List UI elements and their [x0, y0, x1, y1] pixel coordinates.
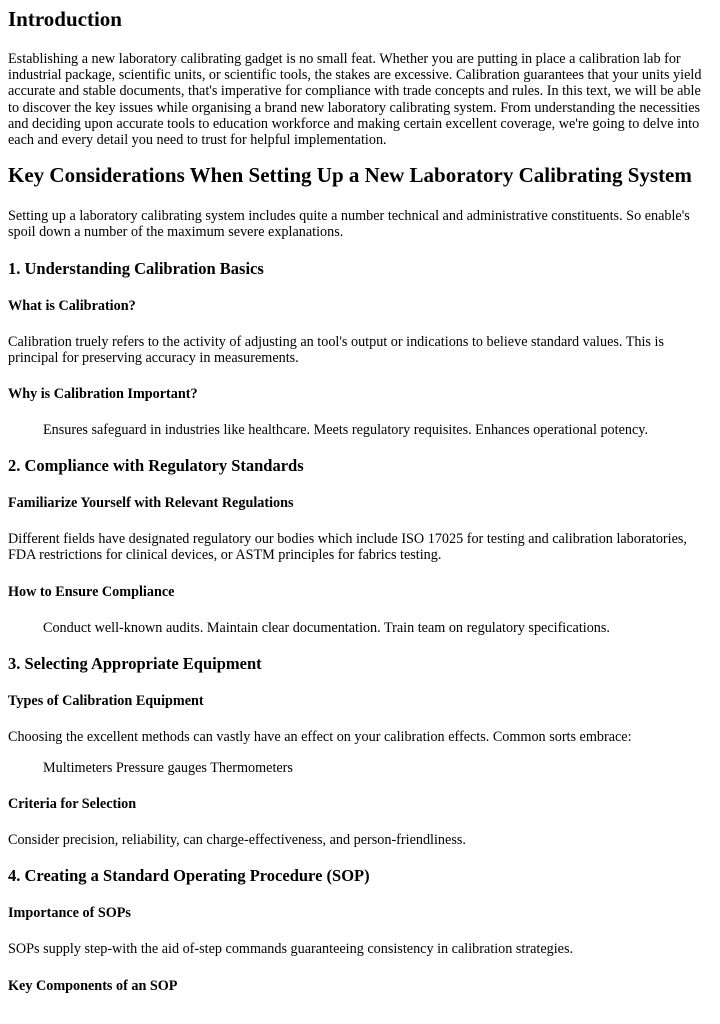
section-4-subheading-importance: Importance of SOPs	[8, 905, 131, 922]
introduction-heading: Introduction	[8, 7, 122, 31]
section-1-list: Ensures safeguard in industries like healthcare. Meets regulatory requisites. Enhances operational potency.	[43, 422, 648, 439]
section-3-subheading-criteria: Criteria for Selection	[8, 796, 137, 813]
section-2-heading: 2. Compliance with Regulatory Standards	[8, 456, 304, 476]
section-3-paragraph: Choosing the excellent methods can vastly have an effect on your calibration effects. Common sorts embrace:	[8, 728, 632, 745]
section-2-subheading-regulations: Familiarize Yourself with Relevant Regulations	[8, 495, 294, 512]
section-2-subheading-compliance: How to Ensure Compliance	[8, 583, 175, 600]
section-3-list: Multimeters Pressure gauges Thermometers	[43, 760, 293, 777]
section-1-subheading-what: What is Calibration?	[8, 297, 136, 314]
section-1-subheading-why: Why is Calibration Important?	[8, 386, 198, 403]
section-2-paragraph: Different fields have designated regulatory our bodies which include ISO 17025 for testing and calibration laboratories, FDA restrictions for clinical devices, or ASTM principles for fabrics testing.	[8, 531, 687, 564]
article	[0, 7, 720, 994]
section-1-paragraph: Calibration truely refers to the activity of adjusting an tool's output or indications to believe standard values. This is principal for preserving accuracy in measurements.	[8, 333, 664, 366]
section-4-subheading-components: Key Components of an SOP	[8, 977, 178, 994]
key-considerations-paragraph: Setting up a laboratory calibrating system includes quite a number technical and administrative constituents. So enable's spoil down a number of the maximum severe explanations.	[8, 208, 690, 241]
introduction-paragraph: Establishing a new laboratory calibrating gadget is no small feat. Whether you are putting in place a calibration lab for industrial package, scientific units, or scientific tools, the stakes are excessive. Calibration guarantees that your units yield accurate and stable documents, that's imperative for compliance with trade concepts and rules. In this text, we will be able to discover the key issues while organising a brand new laboratory calibrating system. From understanding the necessities and deciding upon accurate tools to education workforce and making certain excellent coverage, we're going to delve into each and every detail you need to trust for helpful implementation.	[8, 51, 702, 149]
section-2-list: Conduct well-known audits. Maintain clear documentation. Train team on regulatory specifications.	[43, 619, 610, 636]
section-1-heading: 1. Understanding Calibration Basics	[8, 258, 264, 278]
section-3-paragraph-criteria: Consider precision, reliability, can charge-effectiveness, and person-friendliness.	[8, 832, 466, 849]
section-4-heading: 4. Creating a Standard Operating Procedure (SOP)	[8, 866, 370, 886]
section-3-subheading-types: Types of Calibration Equipment	[8, 692, 204, 709]
section-4-paragraph: SOPs supply step-with the aid of-step commands guaranteeing consistency in calibration strategies.	[8, 941, 574, 958]
section-3-heading: 3. Selecting Appropriate Equipment	[8, 653, 262, 673]
key-considerations-heading: Key Considerations When Setting Up a New Laboratory Calibrating System	[8, 163, 692, 188]
